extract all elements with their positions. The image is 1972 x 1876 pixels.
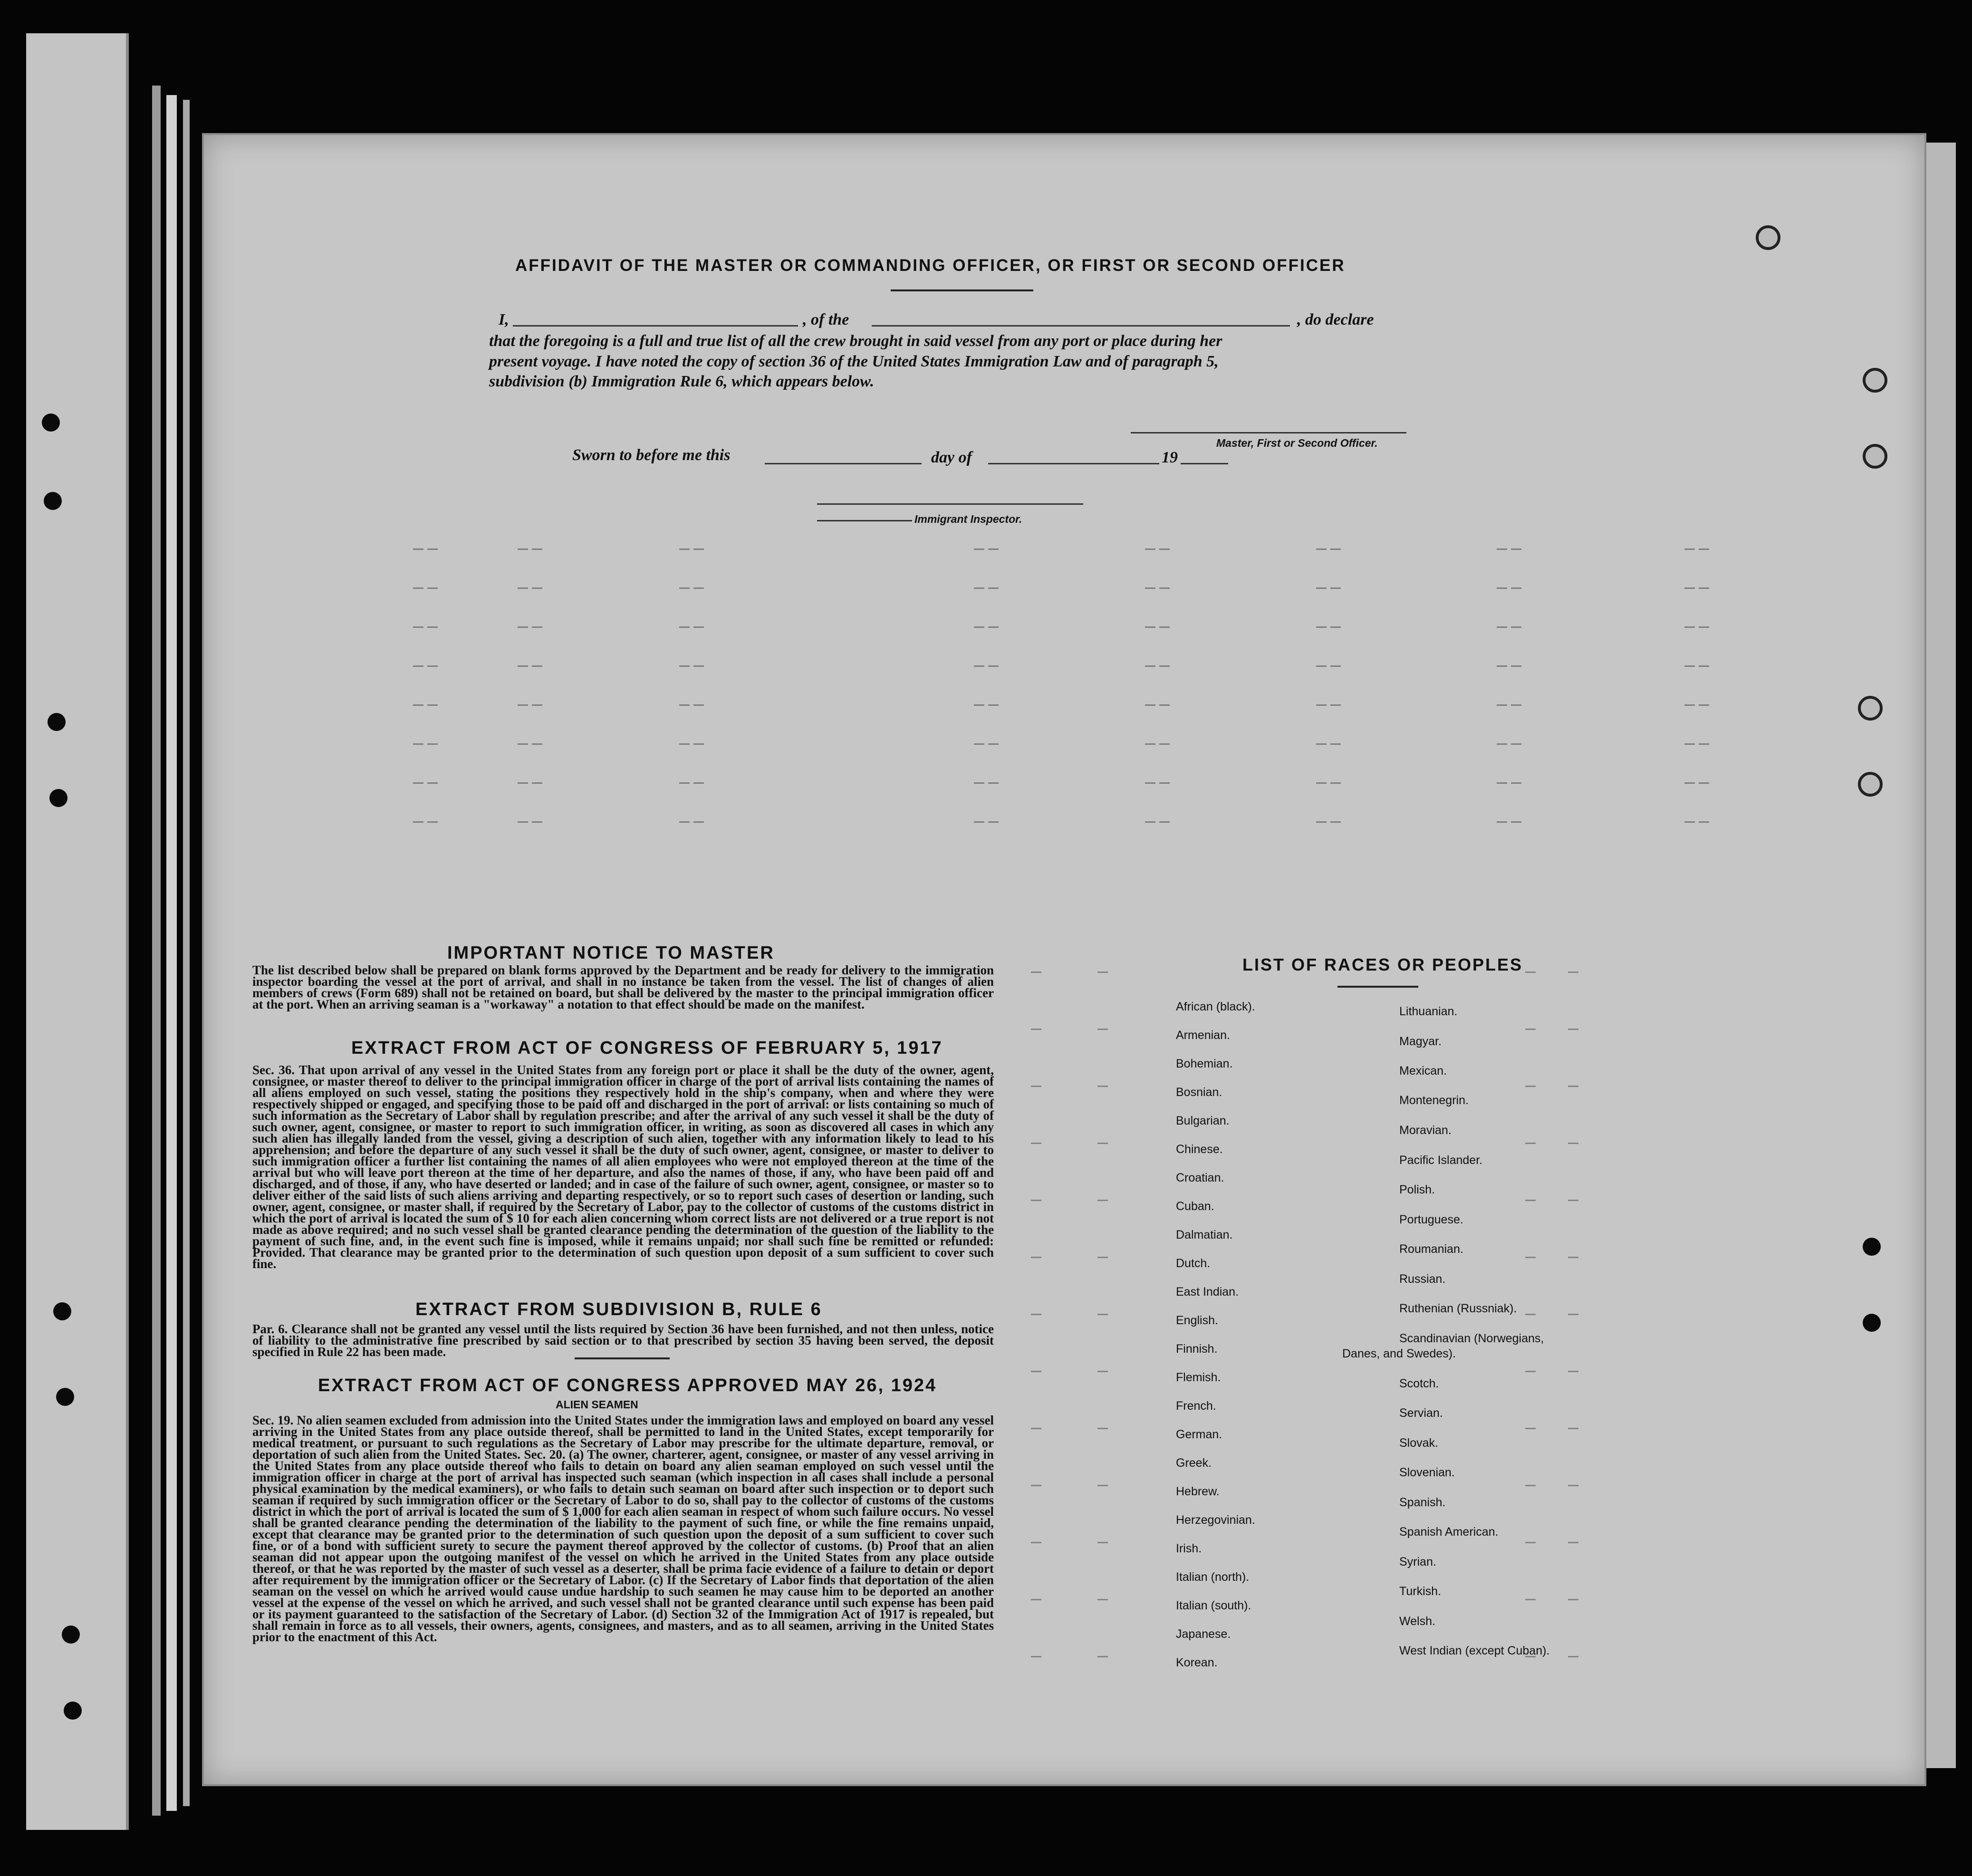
faint-dash <box>1097 1542 1108 1543</box>
race-item: Cuban. <box>1176 1200 1214 1213</box>
faint-dash <box>1031 1485 1041 1486</box>
faint-dash <box>1525 1029 1536 1030</box>
affidavit-i: I, <box>499 311 509 328</box>
faint-dash <box>1097 1257 1108 1258</box>
faint-dash <box>1497 548 1507 550</box>
faint-dash <box>1699 626 1709 628</box>
affidavit-title: AFFIDAVIT OF THE MASTER OR COMMANDING OFFICER, OR FIRST OR SECOND OFFICER <box>515 256 1346 275</box>
faint-dash <box>1145 704 1155 706</box>
faint-dash <box>1145 743 1155 745</box>
faint-dash <box>1097 1599 1108 1600</box>
faint-dash <box>413 665 423 667</box>
faint-dash <box>1497 626 1507 628</box>
binder-ring <box>1858 696 1883 721</box>
faint-dash <box>1145 665 1155 667</box>
faint-dash <box>1568 1314 1578 1315</box>
faint-dash <box>532 704 542 706</box>
faint-dash <box>679 665 690 667</box>
faint-dash <box>988 743 999 745</box>
right-page-strip <box>1923 143 1956 1768</box>
faint-dash <box>1511 548 1521 550</box>
punch-hole <box>62 1626 80 1644</box>
faint-dash <box>1031 1599 1041 1600</box>
faint-dash <box>1031 1257 1041 1258</box>
faint-dash <box>988 665 999 667</box>
faint-dash <box>679 821 690 823</box>
binder-ring <box>1863 444 1887 469</box>
faint-dash <box>1568 1143 1578 1144</box>
faint-dash <box>1699 665 1709 667</box>
faint-dash <box>1097 1314 1108 1315</box>
punch-hole <box>64 1702 82 1720</box>
punch-hole <box>48 713 66 731</box>
faint-dash <box>1159 743 1170 745</box>
faint-dash <box>1525 1485 1536 1486</box>
faint-dash <box>1525 1143 1536 1144</box>
race-item: Polish. <box>1399 1183 1435 1196</box>
faint-dash <box>1097 1143 1108 1144</box>
faint-dash <box>413 782 423 784</box>
faint-dash <box>1525 1599 1536 1600</box>
faint-dash <box>1097 1029 1108 1030</box>
faint-dash <box>1684 782 1695 784</box>
faint-dash <box>532 587 542 589</box>
faint-dash <box>1511 704 1521 706</box>
faint-dash <box>1145 626 1155 628</box>
faint-dash <box>1497 665 1507 667</box>
faint-dash <box>679 626 690 628</box>
faint-dash <box>1031 1200 1041 1201</box>
faint-dash <box>974 665 984 667</box>
affidavit-declare: , do declare <box>1297 311 1374 328</box>
faint-dash <box>518 626 528 628</box>
faint-dash <box>679 548 690 550</box>
binder-ring <box>1863 368 1887 393</box>
faint-dash <box>1316 665 1327 667</box>
faint-dash <box>693 626 704 628</box>
race-item: Dutch. <box>1176 1257 1211 1270</box>
race-item: Spanish American. <box>1399 1525 1499 1539</box>
race-item: Italian (south). <box>1176 1599 1251 1612</box>
form-sheet <box>202 133 1926 1786</box>
faint-dash <box>679 587 690 589</box>
faint-dash <box>1684 548 1695 550</box>
extract-1924-title: EXTRACT FROM ACT OF CONGRESS APPROVED MAY 26, 1924 <box>318 1376 937 1395</box>
faint-dash <box>1568 1599 1578 1600</box>
faint-dash <box>1511 626 1521 628</box>
faint-dash <box>1497 821 1507 823</box>
faint-dash <box>1497 704 1507 706</box>
faint-dash <box>1568 1428 1578 1429</box>
blank-line <box>765 463 922 464</box>
faint-dash <box>679 782 690 784</box>
faint-dash <box>1145 587 1155 589</box>
faint-dash <box>988 548 999 550</box>
faint-dash <box>1031 1143 1041 1144</box>
faint-dash <box>1097 972 1108 973</box>
faint-dash <box>518 665 528 667</box>
punch-hole <box>56 1388 74 1406</box>
race-item: Montenegrin. <box>1399 1094 1469 1107</box>
inspector-line <box>817 520 912 521</box>
punch-hole <box>1863 1238 1881 1256</box>
faint-dash <box>427 782 438 784</box>
faint-dash <box>1097 1485 1108 1486</box>
faint-dash <box>693 782 704 784</box>
faint-dash <box>1699 743 1709 745</box>
faint-dash <box>1568 1200 1578 1201</box>
race-item: German. <box>1176 1428 1222 1441</box>
faint-dash <box>693 548 704 550</box>
faint-dash <box>532 821 542 823</box>
divider <box>1337 986 1418 988</box>
faint-dash <box>1525 1428 1536 1429</box>
faint-dash <box>693 587 704 589</box>
notice-body: The list described below shall be prepared on blank forms approved by the Department and be ready for delivery to the immigration inspector boarding the vessel at the port of arrival, and shall in no instance be taken from the vessel. The list of changes of alien members of crews (Form 689) shall not be retained on board, but shall be delivered by the master to the principal immigration officer at the port. When an arriving seaman is a "workaway" a notation to that effect should be made on the manifest. <box>252 963 994 1011</box>
faint-dash <box>1684 821 1695 823</box>
faint-dash <box>1684 743 1695 745</box>
race-item: Russian. <box>1399 1272 1446 1286</box>
faint-dash <box>427 626 438 628</box>
divider <box>891 289 1033 291</box>
faint-dash <box>1159 587 1170 589</box>
faint-dash <box>1699 587 1709 589</box>
faint-dash <box>693 704 704 706</box>
faint-dash <box>1699 548 1709 550</box>
signature-caption: Master, First or Second Officer. <box>1216 437 1378 449</box>
race-item: Spanish. <box>1399 1496 1446 1509</box>
faint-dash <box>1525 1542 1536 1543</box>
faint-dash <box>1031 1086 1041 1087</box>
faint-dash <box>1511 665 1521 667</box>
faint-dash <box>693 665 704 667</box>
faint-dash <box>1031 1542 1041 1543</box>
faint-dash <box>1097 1200 1108 1201</box>
race-item: Scandinavian (Norwegians, <box>1399 1332 1544 1345</box>
race-item: Greek. <box>1176 1456 1212 1470</box>
race-item: Pacific Islander. <box>1399 1154 1483 1167</box>
faint-dash <box>1159 548 1170 550</box>
faint-dash <box>518 782 528 784</box>
extract-1917-title: EXTRACT FROM ACT OF CONGRESS OF FEBRUARY 5, 1917 <box>351 1038 943 1058</box>
faint-dash <box>1316 743 1327 745</box>
race-item: Roumanian. <box>1399 1242 1463 1256</box>
faint-dash <box>1568 1029 1578 1030</box>
punch-hole <box>1863 1314 1881 1332</box>
faint-dash <box>1097 1086 1108 1087</box>
faint-dash <box>1031 972 1041 973</box>
faint-dash <box>1525 1314 1536 1315</box>
faint-dash <box>1330 782 1341 784</box>
faint-dash <box>988 587 999 589</box>
sworn-text: Sworn to before me this <box>572 446 731 464</box>
race-item: African (black). <box>1176 1000 1255 1013</box>
faint-dash <box>518 587 528 589</box>
faint-dash <box>1330 704 1341 706</box>
race-item: Bosnian. <box>1176 1086 1222 1099</box>
faint-dash <box>532 548 542 550</box>
blank-line <box>872 325 1290 327</box>
faint-dash <box>427 821 438 823</box>
faint-dash <box>1159 821 1170 823</box>
faint-dash <box>1031 1371 1041 1372</box>
race-item: Slovenian. <box>1399 1466 1455 1479</box>
faint-dash <box>1699 821 1709 823</box>
faint-dash <box>427 665 438 667</box>
race-item: Dalmatian. <box>1176 1228 1233 1241</box>
faint-dash <box>1097 1371 1108 1372</box>
race-item: Ruthenian (Russniak). <box>1399 1302 1517 1315</box>
faint-dash <box>1525 972 1536 973</box>
faint-dash <box>1159 626 1170 628</box>
race-item: Lithuanian. <box>1399 1005 1458 1018</box>
faint-dash <box>1699 704 1709 706</box>
faint-dash <box>532 626 542 628</box>
extract-1924-body: Sec. 19. No alien seamen excluded from admission into the United States under the immigration laws and employed on board any vessel arriving in the United States from any place outside thereof, shall be permitted to land in the United States, except temporarily for medical treatment, or pursuant to such regulations as the Secretary of Labor may prescribe for the ultimate departure, removal, or deportation of such alien from the United States. Sec. 20. (a) The owner, charterer, agent, consignee, or master of any vessel arriving in the United States from any place outside thereof who fails to detain on board any alien seaman employed on such vessel until the immigration officer in charge at the port of arrival has inspected such seaman (which inspection in all cases shall include a personal physical examination by the medical examiners), or who fails to detain such seaman on board after such inspection or to deport such seaman if required by such immigration officer or the Secretary of Labor to do so, shall pay to the collector of customs of the customs district in which the port of arrival is located the sum of $ 1,000 for each alien seaman in respect of whom such failure occurs. No vessel shall be granted clearance pending the determination of the liability to the payment of such fine, or while the fine remains unpaid, except that clearance may be granted prior to the determination of such question upon the deposit of a sum sufficient to cover such fine, or of a bond with sufficient surety to secure the payment thereof approved by the collector of customs. (b) Proof that an alien seaman did not appear upon the outgoing manifest of the vessel on which he arrived in the United States from any place outside thereof, or that he was reported by the master of such vessel as a deserter, shall be prima facie evidence of a failure to detain or deport after requirement by the immigration officer or the Secretary of Labor. (c) If the Secretary of Labor finds that deportation of the alien seaman on the vessel on which he arrived would cause undue hardship to such seamen he may cause him to be deported an another vessel at the expense of the vessel on which he arrived, and such vessel shall not be granted clearance until such expense has been paid or its payment guaranteed to the satisfaction of the Secretary of Labor. (d) Section 32 of the Immigration Act of 1917 is repealed, but shall remain in force as to all vessels, their owners, agents, consignees, and masters, and as to all seamen, arriving in the United States prior to the enactment of this Act. <box>252 1413 994 1644</box>
faint-dash <box>427 743 438 745</box>
race-item: Armenian. <box>1176 1029 1230 1042</box>
faint-dash <box>413 743 423 745</box>
faint-dash <box>1145 782 1155 784</box>
faint-dash <box>1097 1428 1108 1429</box>
race-item: Flemish. <box>1176 1371 1221 1384</box>
faint-dash <box>1159 704 1170 706</box>
faint-dash <box>693 743 704 745</box>
faint-dash <box>1684 665 1695 667</box>
race-item: Hebrew. <box>1176 1485 1220 1498</box>
race-item: Slovak. <box>1399 1436 1438 1450</box>
faint-dash <box>1330 587 1341 589</box>
faint-dash <box>518 704 528 706</box>
faint-dash <box>413 821 423 823</box>
faint-dash <box>1525 1086 1536 1087</box>
faint-dash <box>1031 1656 1041 1657</box>
affidavit-line4: subdivision (b) Immigration Rule 6, which appears below. <box>489 373 875 390</box>
inspector-line <box>817 503 1083 505</box>
faint-dash <box>1145 821 1155 823</box>
faint-dash <box>1497 587 1507 589</box>
affidavit-line3: present voyage. I have noted the copy of section 36 of the United States Immigration Law and of paragraph 5, <box>489 353 1219 370</box>
notice-title: IMPORTANT NOTICE TO MASTER <box>447 943 775 963</box>
punch-hole <box>42 414 60 432</box>
left-page-strip <box>26 33 129 1830</box>
affidavit-of-the: , of the <box>803 311 849 328</box>
page-edge <box>152 86 161 1816</box>
faint-dash <box>1145 548 1155 550</box>
faint-dash <box>532 665 542 667</box>
faint-dash <box>413 626 423 628</box>
faint-dash <box>1525 1371 1536 1372</box>
punch-hole <box>49 789 67 807</box>
race-item: Mexican. <box>1399 1064 1447 1077</box>
blank-line <box>988 463 1159 464</box>
faint-dash <box>1568 1371 1578 1372</box>
faint-dash <box>532 743 542 745</box>
faint-dash <box>1511 743 1521 745</box>
faint-dash <box>1330 665 1341 667</box>
subdivision-b-title: EXTRACT FROM SUBDIVISION B, RULE 6 <box>415 1299 822 1319</box>
faint-dash <box>1316 782 1327 784</box>
faint-dash <box>974 782 984 784</box>
faint-dash <box>974 626 984 628</box>
faint-dash <box>413 548 423 550</box>
faint-dash <box>974 704 984 706</box>
faint-dash <box>988 704 999 706</box>
race-item: Finnish. <box>1176 1342 1218 1356</box>
faint-dash <box>1316 626 1327 628</box>
race-item: Portuguese. <box>1399 1213 1463 1226</box>
faint-dash <box>988 782 999 784</box>
faint-dash <box>518 821 528 823</box>
inspector-caption: Immigrant Inspector. <box>914 513 1022 525</box>
race-item: Magyar. <box>1399 1035 1442 1048</box>
year-prefix: 19 <box>1162 449 1178 466</box>
faint-dash <box>1568 1485 1578 1486</box>
faint-dash <box>1159 665 1170 667</box>
faint-dash <box>1316 821 1327 823</box>
faint-dash <box>1330 548 1341 550</box>
race-item: West Indian (except Cuban). <box>1399 1644 1550 1657</box>
faint-dash <box>413 587 423 589</box>
extract-1917-body: Sec. 36. That upon arrival of any vessel in the United States from any foreign port or place it shall be the duty of the owner, agent, consignee, or master thereof to deliver to the principal immigration officer in charge of the port of arrival lists containing the names of all aliens employed on such vessel, stating the positions they respectively hold in the ship's company, when and where they were respectively shipped or engaged, and specifying those to be paid off and discharged in the port of arrival: or lists containing so much of such information as the Secretary of Labor shall by regulation prescribe; and after the arrival of any such vessel it shall be the duty of such owner, agent, consignee, or master to report to such immigration officer, in writing, as soon as discovered all cases in which any such alien has illegally landed from the vessel, giving a description of such alien, together with any information likely to lead to his apprehension; and before the departure of any such vessel it shall be the duty of such owner, agent, consignee, or master to deliver to such immigration officer a further list containing the names of all alien employees who were not employed thereon at the time of the arrival but who will leave port thereon at the time of her departure, and also the names of those, if any, who have been paid off and discharged, and of those, if any, who have deserted or landed; and in case of the failure of such owner, agent, consignee, or master so to deliver either of the said lists of such aliens arriving and departing respectively, or so to report such cases of desertion or landing, such owner, agent, consignee, or master shall, if required by the Secretary of Labor, pay to the collector of customs of the customs district in which the port of arrival is located the sum of $ 10 for each alien concerning whom correct lists are not delivered or a true report is not made as above required; and no such vessel shall be granted clearance pending the determination of the question of the liability to the payment of such fine, and, in the event such fine is imposed, while it remains unpaid; nor shall such fine be remitted or refunded: Provided. That clearance may be granted prior to the determination of such question upon deposit of a sum sufficient to cover such fine. <box>252 1063 994 1271</box>
race-item: Bulgarian. <box>1176 1114 1230 1127</box>
race-item: Italian (north). <box>1176 1570 1250 1584</box>
race-item: Moravian. <box>1399 1124 1452 1137</box>
faint-dash <box>974 587 984 589</box>
faint-dash <box>1330 821 1341 823</box>
race-item: Chinese. <box>1176 1143 1223 1156</box>
faint-dash <box>679 743 690 745</box>
faint-dash <box>1568 972 1578 973</box>
faint-dash <box>1699 782 1709 784</box>
faint-dash <box>1568 1542 1578 1543</box>
race-item: Scotch. <box>1399 1377 1439 1390</box>
faint-dash <box>693 821 704 823</box>
race-item: Welsh. <box>1399 1615 1435 1628</box>
faint-dash <box>427 704 438 706</box>
faint-dash <box>1568 1257 1578 1258</box>
faint-dash <box>1031 1428 1041 1429</box>
faint-dash <box>974 548 984 550</box>
faint-dash <box>1031 1314 1041 1315</box>
faint-dash <box>518 548 528 550</box>
race-item: French. <box>1176 1399 1216 1413</box>
faint-dash <box>1684 704 1695 706</box>
faint-dash <box>1330 626 1341 628</box>
faint-dash <box>1511 587 1521 589</box>
faint-dash <box>413 704 423 706</box>
signature-line <box>1131 432 1406 433</box>
faint-dash <box>518 743 528 745</box>
page-edge <box>166 95 177 1811</box>
faint-dash <box>1525 1200 1536 1201</box>
race-item: Servian. <box>1399 1406 1443 1420</box>
faint-dash <box>427 548 438 550</box>
faint-dash <box>988 821 999 823</box>
race-item: Croatian. <box>1176 1171 1224 1184</box>
race-item: Irish. <box>1176 1542 1202 1555</box>
faint-dash <box>1497 782 1507 784</box>
page-edge <box>183 100 190 1806</box>
faint-dash <box>1511 782 1521 784</box>
faint-dash <box>988 626 999 628</box>
faint-dash <box>974 821 984 823</box>
faint-dash <box>1684 626 1695 628</box>
faint-dash <box>1684 587 1695 589</box>
faint-dash <box>1568 1086 1578 1087</box>
day-of-text: day of <box>931 449 972 466</box>
race-item: Turkish. <box>1399 1585 1441 1598</box>
faint-dash <box>1316 704 1327 706</box>
race-item: Syrian. <box>1399 1555 1436 1568</box>
race-item: Herzegovinian. <box>1176 1513 1255 1527</box>
race-item: East Indian. <box>1176 1285 1239 1299</box>
extract-1924-subtitle: ALIEN SEAMEN <box>556 1398 638 1411</box>
punch-hole <box>53 1302 71 1320</box>
faint-dash <box>1511 821 1521 823</box>
affidavit-line2: that the foregoing is a full and true list of all the crew brought in said vessel from any port or place during her <box>489 332 1222 350</box>
punch-hole <box>44 492 62 510</box>
faint-dash <box>532 782 542 784</box>
blank-line <box>513 325 798 327</box>
faint-dash <box>1525 1257 1536 1258</box>
faint-dash <box>1568 1656 1578 1657</box>
faint-dash <box>1159 782 1170 784</box>
faint-dash <box>1031 1029 1041 1030</box>
faint-dash <box>1330 743 1341 745</box>
race-item: Japanese. <box>1176 1627 1231 1641</box>
race-item: Danes, and Swedes). <box>1342 1347 1456 1360</box>
faint-dash <box>974 743 984 745</box>
faint-dash <box>1316 548 1327 550</box>
binder-ring <box>1858 772 1883 797</box>
binder-ring <box>1756 225 1780 250</box>
race-item: Korean. <box>1176 1656 1218 1669</box>
faint-dash <box>679 704 690 706</box>
faint-dash <box>1497 743 1507 745</box>
faint-dash <box>1316 587 1327 589</box>
race-item: English. <box>1176 1314 1218 1327</box>
faint-dash <box>1097 1656 1108 1657</box>
race-item: Bohemian. <box>1176 1057 1233 1070</box>
subdivision-b-body: Par. 6. Clearance shall not be granted any vessel until the lists required by Section 36 have been furnished, and not then unless, notice of liability to the administrative fine prescribed by said section or to that prescribed by section 35 having been served, the deposit specified in Rule 22 has been made. <box>252 1322 994 1359</box>
races-title: LIST OF RACES OR PEOPLES <box>1242 955 1523 974</box>
blank-line <box>1181 463 1228 464</box>
faint-dash <box>427 587 438 589</box>
divider <box>575 1357 670 1359</box>
